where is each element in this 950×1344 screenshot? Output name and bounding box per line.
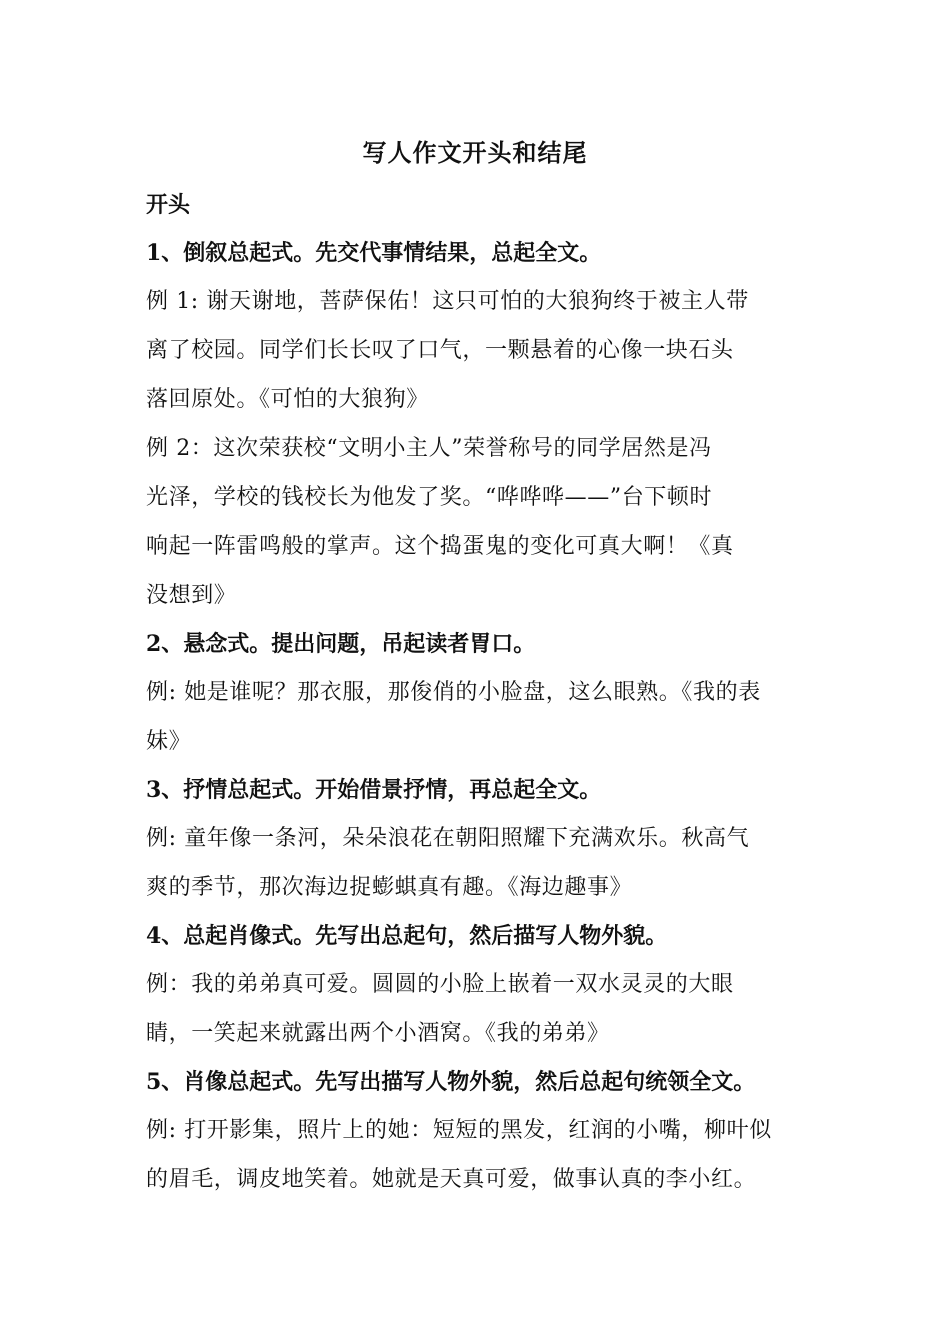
text-line: 妹》 [146, 729, 192, 754]
text-line: 例: 童年像一条河，朵朵浪花在朝阳照耀下充满欢乐。秋高气 [146, 826, 750, 851]
example-paragraph [146, 277, 808, 424]
text-line: 离了校园。同学们长长叹了口气，一颗悬着的心像一块石头 [146, 338, 734, 363]
item-heading-2: 2、悬念式。提出问题，吊起读者胃口。 [146, 631, 536, 657]
text-line: 没想到》 [146, 583, 237, 608]
document-title: 写人作文开头和结尾 [362, 138, 588, 167]
text-line: 睛，一笑起来就露出两个小酒窝。《我的弟弟》 [146, 1021, 610, 1046]
text-line: 例 1: 谢天谢地，菩萨保佑！这只可怕的大狼狗终于被主人带 [146, 289, 749, 314]
example-paragraph [146, 668, 808, 766]
document-body [146, 181, 808, 1204]
text-line: 落回原处。《可怕的大狼狗》 [146, 387, 429, 412]
text-line: 例 2：这次荣获校“文明小主人”荣誉称号的同学居然是冯 [146, 436, 712, 461]
item-heading-1: 1、倒叙总起式。先交代事情结果，总起全文。 [146, 240, 602, 266]
text-line: 的眉毛，调皮地笑着。她就是天真可爱，做事认真的李小红。 [146, 1167, 757, 1192]
item-heading-5: 5、肖像总起式。先写出描写人物外貌，然后总起句统领全文。 [146, 1069, 756, 1095]
text-line: 爽的季节，那次海边捉蟛蜞真有趣。《海边趣事》 [146, 875, 633, 900]
example-paragraph [146, 960, 808, 1058]
example-paragraph [146, 814, 808, 912]
example-paragraph [146, 1106, 808, 1204]
text-line: 响起一阵雷鸣般的掌声。这个捣蛋鬼的变化可真大啊！《真 [146, 534, 734, 559]
text-line: 例: 她是谁呢？那衣服，那俊俏的小脸盘，这么眼熟。《我的表 [146, 680, 761, 705]
section-heading-opening: 开头 [146, 192, 191, 218]
text-line: 例：我的弟弟真可爱。圆圆的小脸上嵌着一双水灵灵的大眼 [146, 972, 734, 997]
text-line: 例: 打开影集，照片上的她：短短的黑发，红润的小嘴，柳叶似 [146, 1118, 772, 1143]
example-paragraph [146, 424, 808, 620]
item-heading-3: 3、抒情总起式。开始借景抒情，再总起全文。 [146, 777, 602, 803]
item-heading-4: 4、总起肖像式。先写出总起句，然后描写人物外貌。 [146, 923, 668, 949]
text-line: 光泽，学校的钱校长为他发了奖。“哗哗哗——”台下顿时 [146, 485, 713, 510]
